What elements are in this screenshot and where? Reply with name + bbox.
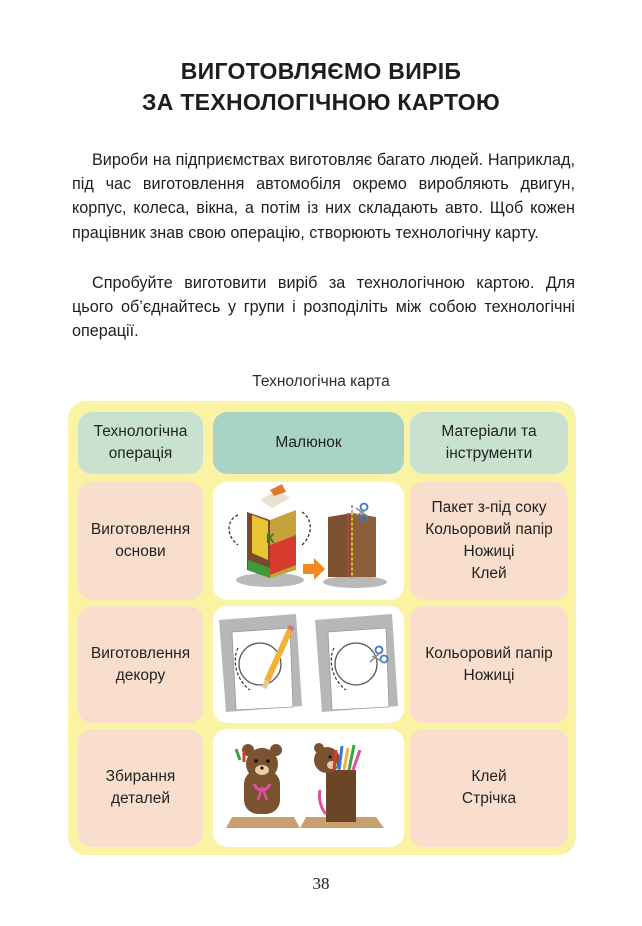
header-operation: Технологічна операція xyxy=(78,412,203,474)
row-2-materials: Кольоровий папір Ножиці xyxy=(410,606,568,723)
page-number: 38 xyxy=(312,874,330,893)
title-line-2: ЗА ТЕХНОЛОГІЧНОЮ КАРТОЮ xyxy=(142,89,500,115)
table-caption: Технологічна карта xyxy=(252,373,390,390)
title-line-1: ВИГОТОВЛЯЄМО ВИРІБ xyxy=(180,58,462,84)
row-3-materials: Клей Стрічка xyxy=(410,729,568,847)
row-3-operation: Збирання деталей xyxy=(78,729,203,847)
row-1-operation: Виготовлення основи xyxy=(78,482,203,600)
paragraph-1: Вироби на підприємствах виготовляє багато людей. Наприклад, під час виготовлення автомобіля окремо виробляють двигун, корпус, колеса, вікна, а потім із них складають авто. Щоб кожен працівник знав свою операцію, створюють технологічну карту. xyxy=(72,151,575,242)
cut-carton-illustration xyxy=(323,505,387,588)
pencil-holder-illustration xyxy=(300,743,384,828)
row-2-operation: Виготовлення декору xyxy=(78,606,203,723)
header-picture: Малюнок xyxy=(213,412,404,474)
carton-letter: К xyxy=(266,530,275,546)
arrow-right-icon xyxy=(303,558,325,580)
paragraph-2: Спробуйте виготовити виріб за технологічною картою. Для цього об’єднайтесь у групи і розподіліть між собою технологічні операції. xyxy=(72,274,575,341)
header-materials: Матеріали та інструменти xyxy=(410,412,568,474)
juice-carton-illustration xyxy=(229,484,310,587)
row-1-materials: Пакет з-під соку Кольоровий папір Ножиці Клей xyxy=(410,482,568,600)
bear-illustration xyxy=(226,744,300,828)
